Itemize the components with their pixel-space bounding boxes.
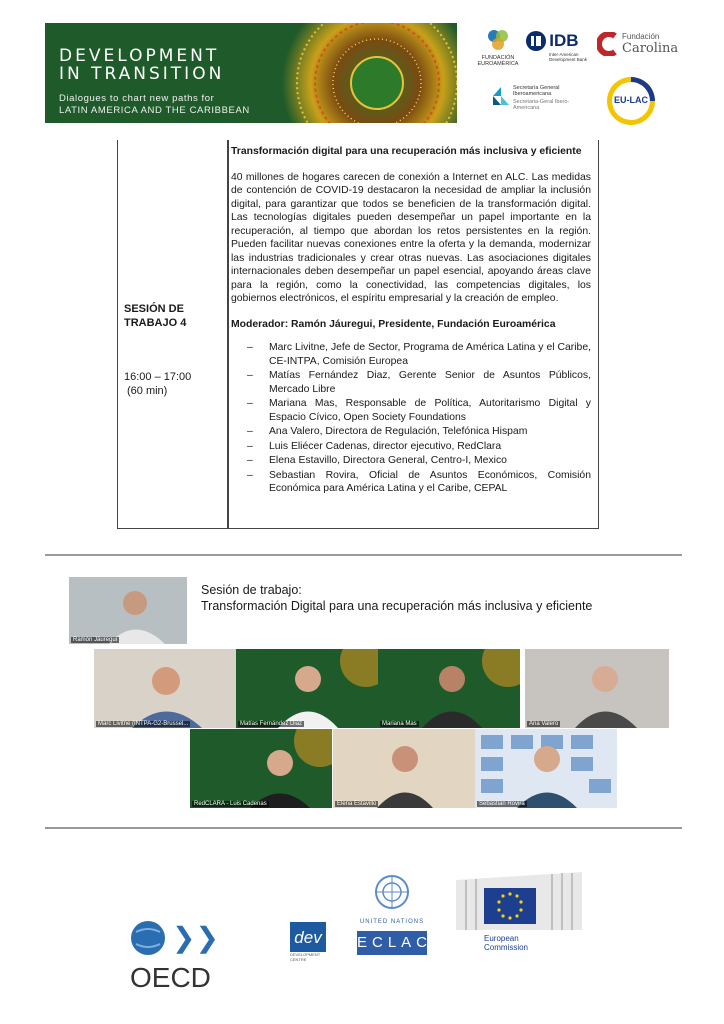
un-label: UNITED NATIONS [359, 919, 425, 925]
person-silhouette-icon [378, 649, 520, 728]
speaker-item: – Marc Livitne, Jefe de Sector, Programa de América Latina y el Caribe, CE-INTPA, Comisión Europea [231, 341, 591, 368]
banner-swirl-graphic [267, 23, 457, 123]
participant-name-label: Ramón Jáuregui [73, 637, 118, 643]
banner-title [59, 47, 224, 83]
person-silhouette-icon [475, 729, 617, 808]
person-silhouette-icon [69, 577, 187, 644]
agenda-left-column [124, 302, 224, 398]
dev-centre-logo [290, 922, 326, 970]
participant-tile-moderator [69, 577, 187, 644]
globe-icon [130, 918, 170, 958]
header-banner [45, 23, 457, 123]
idb-sublabel: Inter-American Development Bank [549, 52, 588, 62]
segib-label-2: Secretaria-Geral Ibero-Americana [513, 99, 570, 111]
eulac-logo [605, 75, 657, 127]
ec-label-line1: European [484, 934, 519, 943]
dev-label: dev [290, 922, 326, 952]
banner-subtitle-line2: LATIN AMERICA AND THE CARIBBEAN [59, 105, 250, 116]
segib-logo [491, 85, 591, 111]
agenda-column-divider [227, 140, 229, 528]
speaker-item: – Luis Eliécer Cadenas, director ejecutivo, RedClara [231, 440, 591, 454]
session-duration: (60 min) [127, 385, 168, 397]
banner-title-line2: IN TRANSITION [59, 64, 225, 84]
session-caption-line2: Transformación Digital para una recuperación más inclusiva y eficiente [201, 599, 593, 613]
participant-name-label: Sebastian Rovira [479, 801, 525, 807]
section-divider-top [45, 554, 682, 556]
speaker-item: – Mariana Mas, Responsable de Política, Autoritarismo Digital y Espacio Cívico, Open Society Foundations [231, 397, 591, 424]
dev-sublabel-2: CENTRE [290, 957, 307, 962]
session-time: 16:00 – 17:00 [124, 371, 192, 383]
participant-name-label: Ana Valero [529, 721, 559, 727]
banner-subtitle [59, 93, 250, 117]
participant-tile [525, 649, 669, 728]
person-silhouette-icon [525, 649, 669, 728]
banner-title-line1: DEVELOPMENT [59, 46, 220, 66]
participant-name-label: Mariana Mas [382, 721, 417, 727]
eclac-logo [354, 872, 433, 960]
person-silhouette-icon [94, 649, 236, 728]
session-caption [201, 582, 592, 614]
participant-name-label: RedCLARA - Luis Cadenas [194, 801, 267, 807]
ec-label-line2: Commission [484, 943, 529, 952]
idb-logo [525, 30, 595, 62]
participant-tile [94, 649, 236, 728]
participant-tile [190, 729, 332, 808]
session-moderator: Moderador: Ramón Jáuregui, Presidente, Fundación Euroamérica [231, 318, 556, 330]
oecd-label: OECD [130, 962, 211, 993]
participant-tile [378, 649, 520, 728]
participant-name-label: Elena Estavillo [337, 801, 377, 807]
carolina-logo [597, 32, 697, 56]
segib-label-1: Secretaría General Iberoamericana [513, 85, 560, 97]
speaker-list [231, 341, 591, 496]
participant-name-label: Matías Fernández Diaz [240, 721, 303, 727]
eulac-label: EU-LAC [614, 95, 648, 105]
un-emblem-icon [369, 872, 415, 914]
session-title: Transformación digital para una recuperación más inclusiva y eficiente [231, 146, 582, 157]
idb-label: IDB [549, 31, 579, 50]
participant-name-label: Marc Livitne (INTPA-G2-Brussel... [98, 721, 189, 727]
session-label: SESIÓN DE TRABAJO 4 [124, 303, 187, 329]
dev-sublabel-1: DEVELOPMENT [290, 952, 321, 957]
euroamerica-label: FUNDACIÓN EUROAMÉRICA [477, 55, 519, 67]
agenda-table [117, 140, 599, 529]
banner-subtitle-line1: Dialogues to chart new paths for [59, 93, 215, 104]
european-commission-logo [456, 870, 582, 962]
ec-label [484, 934, 528, 952]
speaker-item: – Ana Valero, Directora de Regulación, Telefónica Hispam [231, 425, 591, 439]
session-description: 40 millones de hogares carecen de conexión a Internet en ALC. Las medidas de contención de COVID-19 destacaron la necesidad de ampliar la inclusión digital, para garantizar que todos se beneficien de la transformación digital. Las tecnologías digitales pueden desempeñar un papel importante en la recuperación, al tiempo que abordan los retos persistentes en la región. Pueden facilitar nuevas conexiones entre la oferta y la demanda, modernizar las industrias tradicionales y crear otras nuevas. Las asociaciones digitales internacionales deben desempeñar un papel esencial, apoyando áreas clave para la región, como la conectividad, las competencias digitales, los gobiernos electrónicos, el espíritu empresarial y la creación de empleo. [231, 171, 591, 304]
euroamerica-logo [473, 27, 523, 67]
session-caption-line1: Sesión de trabajo: [201, 583, 302, 597]
carolina-label-1: Fundación [622, 32, 660, 41]
person-silhouette-icon [190, 729, 332, 808]
participant-tile [333, 729, 475, 808]
eclac-label: ECLAC [357, 931, 427, 955]
section-divider-bottom [45, 827, 682, 829]
idb-icon [525, 30, 547, 52]
ec-building-icon [456, 870, 582, 932]
carolina-label-2: Carolina [622, 41, 679, 56]
person-silhouette-icon [236, 649, 378, 728]
carolina-icon [597, 32, 619, 56]
speaker-item: – Sebastian Rovira, Oficial de Asuntos Económicos, Comisión Económica para América Latina y el Caribe, CEPAL [231, 469, 591, 496]
agenda-right-column [231, 145, 591, 497]
oecd-logo: ❯❯OECD [130, 918, 275, 958]
participant-tile [475, 729, 617, 808]
participant-tile [236, 649, 378, 728]
segib-icon [491, 85, 511, 107]
partner-logos [467, 23, 697, 133]
euroamerica-icon [485, 27, 511, 53]
person-silhouette-icon [333, 729, 475, 808]
speaker-item: – Matías Fernández Diaz, Gerente Senior de Asuntos Públicos, Mercado Libre [231, 369, 591, 396]
speaker-item: – Elena Estavillo, Directora General, Centro-I, Mexico [231, 454, 591, 468]
